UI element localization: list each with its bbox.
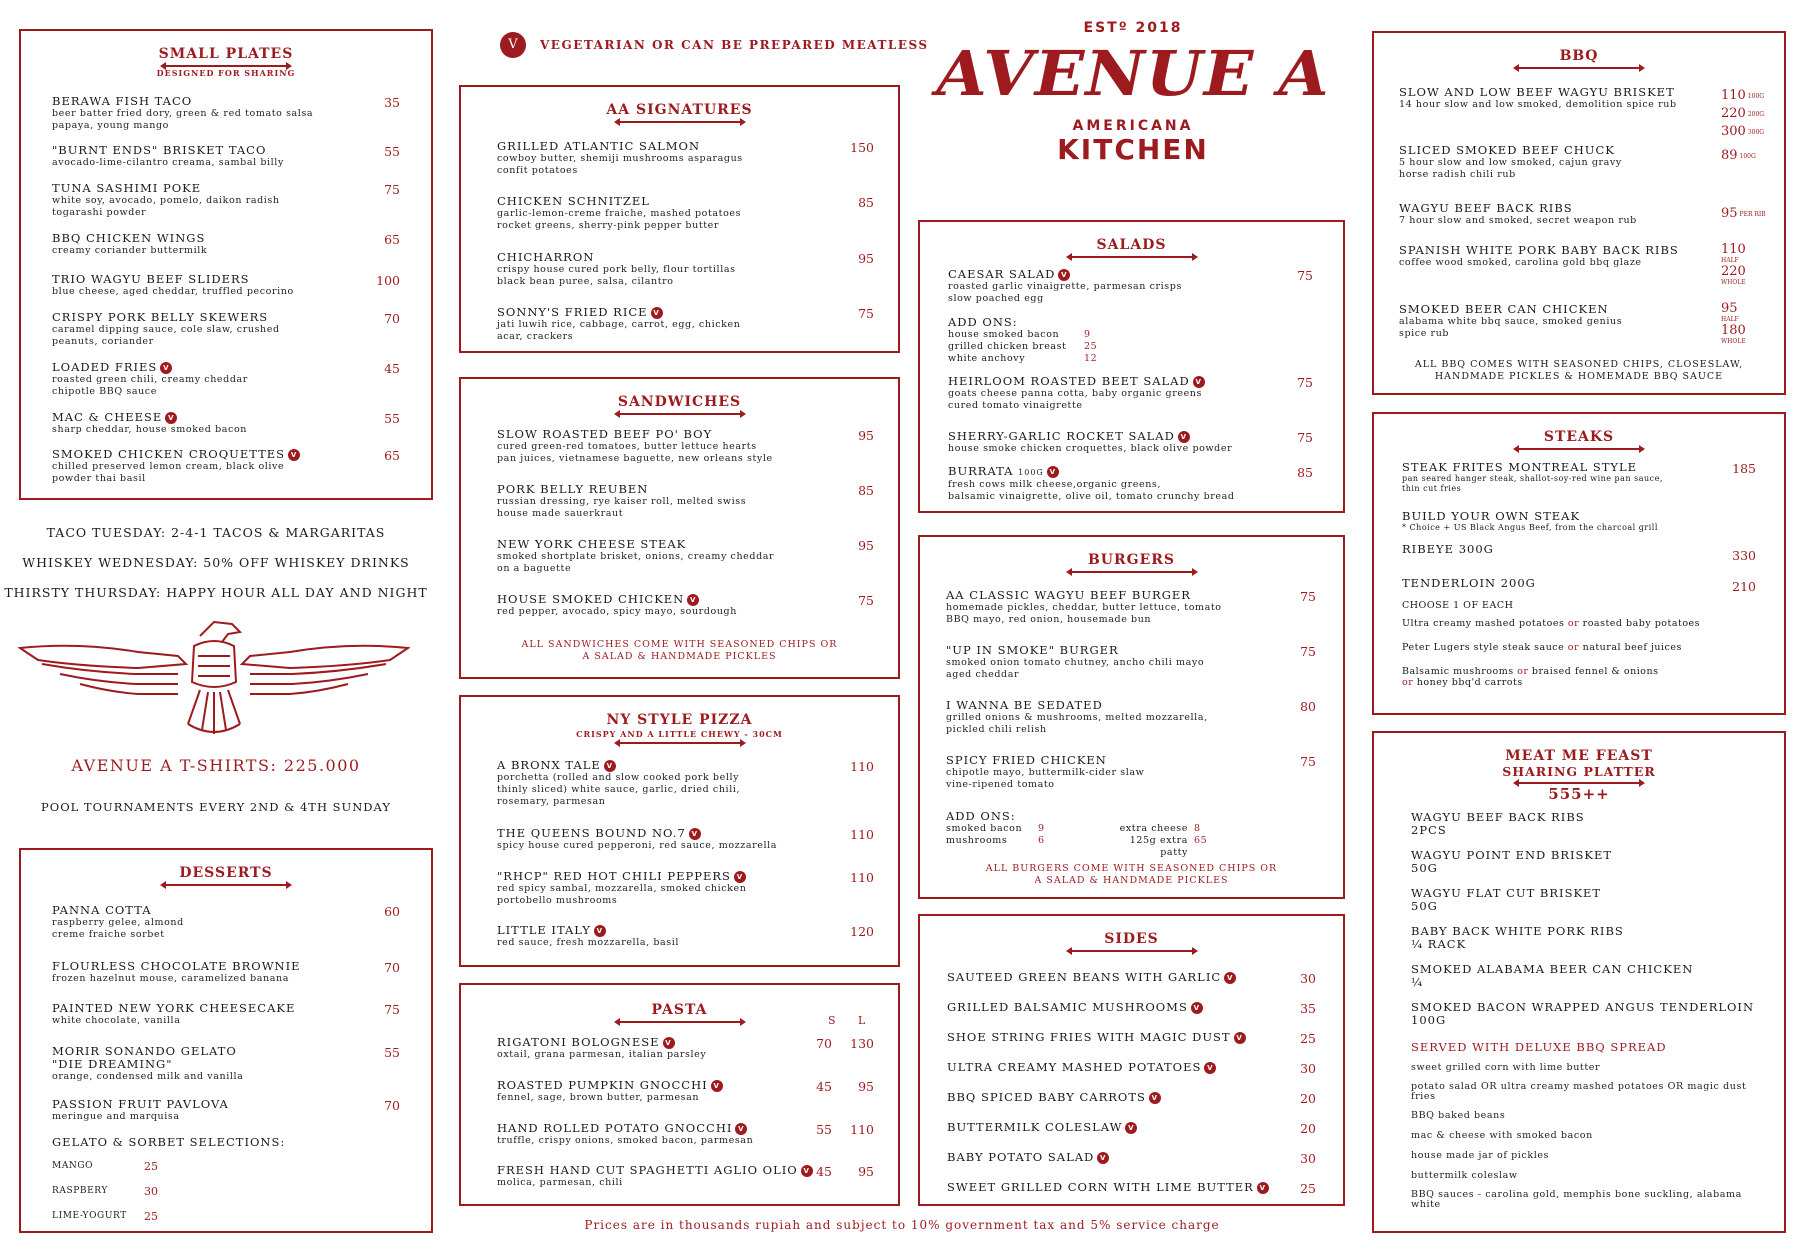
section-title: SMALL PLATES: [158, 46, 294, 62]
menu-item: SHOE STRING FRIES WITH MAGIC DUST V 25: [947, 1030, 1316, 1046]
title-underline: [620, 742, 740, 744]
logo-americana: AMERICANA: [1072, 118, 1194, 134]
section-title: BBQ: [1559, 48, 1599, 64]
desserts-section: [19, 848, 433, 1233]
section-title: SALADS: [1096, 237, 1167, 253]
menu-item: BERAWA FISH TACO beer batter fried dory, green & red tomato salsa papaya, young mango 35: [52, 94, 400, 131]
feast-item: BABY BACK WHITE PORK RIBS ¼ RACK: [1411, 924, 1624, 951]
section-title: SANDWICHES: [617, 394, 742, 410]
vegetarian-icon: V: [651, 307, 663, 319]
vegetarian-icon: V: [1097, 1152, 1109, 1164]
menu-item: "UP IN SMOKE" BURGER smoked onion tomato chutney, ancho chili mayo aged cheddar 75: [946, 643, 1316, 680]
menu-item: HEIRLOOM ROASTED BEET SALAD V goats cheese panna cotta, baby organic greens cured tomato vinaigrette 75: [948, 374, 1313, 411]
pizza-section: [459, 695, 900, 967]
sandwich-note: A SALAD & HANDMADE PICKLES: [582, 651, 777, 662]
gelato-item: RASPBERY 30: [52, 1185, 158, 1198]
feast-item: SMOKED BACON WRAPPED ANGUS TENDERLOIN 100G: [1411, 1000, 1755, 1027]
feast-item: SMOKED ALABAMA BEER CAN CHICKEN ¼: [1411, 962, 1694, 989]
vegetarian-icon: V: [711, 1080, 723, 1092]
vegetarian-icon: V: [1125, 1122, 1137, 1134]
menu-item: TRIO WAGYU BEEF SLIDERS blue cheese, aged cheddar, truffled pecorino 100: [52, 272, 400, 297]
menu-item: RIGATONI BOLOGNESE V oxtail, grana parmesan, italian parsley 70 130: [497, 1035, 874, 1060]
title-underline: [1072, 950, 1192, 952]
menu-item: "RHCP" RED HOT CHILI PEPPERS V red spicy sambal, mozzarella, smoked chicken portobello mushrooms 110: [497, 869, 874, 906]
menu-item: HAND ROLLED POTATO GNOCCHI V truffle, crispy onions, smoked bacon, parmesan 55 110: [497, 1121, 874, 1146]
vegetarian-icon: V: [801, 1165, 813, 1177]
feast-item: WAGYU FLAT CUT BRISKET 50G: [1411, 886, 1602, 913]
menu-item: FLOURLESS CHOCOLATE BROWNIE frozen hazelnut mouse, caramelized banana 70: [52, 959, 400, 984]
menu-item: SPANISH WHITE PORK BABY BACK RIBS coffee wood smoked, carolina gold bbq glaze 110 HALF 220 WHOLE: [1399, 242, 1746, 286]
vegetarian-icon: V: [734, 871, 746, 883]
section-title: PASTA: [651, 1002, 708, 1018]
menu-item: FRESH HAND CUT SPAGHETTI AGLIO OLIO V molica, parmesan, chili 45 95: [497, 1163, 874, 1188]
menu-item: A BRONX TALE V porchetta (rolled and slow cooked pork belly thinly sliced) white sauce, garlic, dried chili, rosemary, parmesan 110: [497, 758, 874, 807]
steak-option-2: Peter Lugers style steak sauce or natural beef juices: [1402, 642, 1682, 653]
vegetarian-icon: V: [1204, 1062, 1216, 1074]
menu-item: BABY POTATO SALAD V 30: [947, 1150, 1316, 1166]
menu-item: CAESAR SALAD V roasted garlic vinaigrette, parmesan crisps slow poached egg 75: [948, 267, 1313, 304]
aa-signatures-section: [459, 85, 900, 353]
vegetarian-icon: V: [1224, 972, 1236, 984]
menu-item: SONNY'S FRIED RICE V jati luwih rice, cabbage, carrot, egg, chicken acar, crackers 75: [497, 305, 874, 342]
menu-item: GRILLED ATLANTIC SALMON cowboy butter, shemiji mushrooms asparagus confit potatoes 150: [497, 139, 874, 176]
menu-item: TENDERLOIN 200G 210: [1402, 576, 1756, 594]
title-underline: [1519, 67, 1639, 69]
menu-item: LOADED FRIES V roasted green chili, creamy cheddar chipotle BBQ sauce 45: [52, 360, 400, 397]
pool-promo: POOL TOURNAMENTS EVERY 2ND & 4TH SUNDAY: [41, 800, 391, 814]
spread-item: mac & cheese with smoked bacon: [1411, 1130, 1593, 1141]
steak-choose: CHOOSE 1 OF EACH: [1402, 600, 1514, 611]
vegetarian-icon: V: [500, 32, 526, 58]
vegetarian-icon: V: [604, 760, 616, 772]
menu-item: PORK BELLY REUBEN russian dressing, rye kaiser roll, melted swiss house made sauerkraut 85: [497, 482, 874, 519]
vegetarian-icon: V: [1149, 1092, 1161, 1104]
menu-item: SMOKED CHICKEN CROQUETTES V chilled preserved lemon cream, black olive powder thai basil 65: [52, 447, 400, 484]
steak-option-1: Ultra creamy mashed potatoes or roasted baby potatoes: [1402, 618, 1701, 629]
price-footer: Prices are in thousands rupiah and subject to 10% government tax and 5% service charge: [584, 1218, 1220, 1232]
feast-item: WAGYU POINT END BRISKET 50G: [1411, 848, 1613, 875]
sandwiches-section: [459, 377, 900, 679]
vegetarian-icon: V: [160, 362, 172, 374]
steaks-section: [1372, 412, 1786, 715]
bbq-note: ALL BBQ COMES WITH SEASONED CHIPS, CLOSESLAW,: [1414, 359, 1744, 370]
spread-item: house made jar of pickles: [1411, 1150, 1550, 1161]
menu-item: LITTLE ITALY V red sauce, fresh mozzarella, basil 120: [497, 923, 874, 948]
sandwich-note: ALL SANDWICHES COME WITH SEASONED CHIPS OR: [521, 639, 838, 650]
menu-item: BUTTERMILK COLESLAW V 20: [947, 1120, 1316, 1136]
section-title: STEAKS: [1543, 429, 1615, 445]
title-underline: [1072, 571, 1192, 573]
gelato-title: GELATO & SORBET SELECTIONS:: [52, 1135, 286, 1149]
section-subtitle: CRISPY AND A LITTLE CHEWY - 30CM: [576, 729, 783, 739]
vegetarian-icon: V: [1058, 269, 1070, 281]
feast-price: 555++: [1548, 785, 1610, 803]
logo: [918, 20, 1348, 166]
menu-item: MAC & CHEESE V sharp cheddar, house smoked bacon 55: [52, 410, 400, 435]
logo-est: ESTº 2018: [1083, 20, 1183, 36]
menu-item: I WANNA BE SEDATED grilled onions & mushrooms, melted mozzarella, pickled chili relish 80: [946, 698, 1316, 735]
meat-me-feast-section: [1372, 731, 1786, 1233]
vegetarian-icon: V: [1178, 431, 1190, 443]
section-title: BURGERS: [1087, 552, 1176, 568]
thunderbird-logo-icon: [18, 612, 410, 740]
menu-item: SMOKED BEER CAN CHICKEN alabama white bbq sauce, smoked genius spice rub 95 HALF 180 WHOLE: [1399, 301, 1746, 345]
title-underline: [620, 121, 740, 123]
menu-item: STEAK FRITES MONTREAL STYLE pan seared hanger steak, shallot-soy-red wine pan sauce, thin cut fries 185: [1402, 460, 1756, 493]
menu-item: THE QUEENS BOUND NO.7 V spicy house cured pepperoni, red sauce, mozzarella 110: [497, 826, 874, 851]
menu-item: ROASTED PUMPKIN GNOCCHI V fennel, sage, brown butter, parmesan 45 95: [497, 1078, 874, 1103]
small-plates-section: [19, 29, 433, 500]
steak-option-3: Balsamic mushrooms or braised fennel & onions or honey bbq'd carrots: [1402, 666, 1659, 688]
menu-item: HOUSE SMOKED CHICKEN V red pepper, avocado, spicy mayo, sourdough 75: [497, 592, 874, 617]
title-underline: [166, 65, 286, 67]
vegetarian-icon: V: [689, 828, 701, 840]
menu-item: "BURNT ENDS" BRISKET TACO avocado-lime-cilantro creama, sambal billy 55: [52, 143, 400, 168]
tshirts-promo: AVENUE A T-SHIRTS: 225.000: [71, 756, 361, 775]
spread-item: BBQ sauces - carolina gold, memphis bone suckling, alabama white: [1411, 1189, 1742, 1210]
menu-item: WAGYU BEEF BACK RIBS 7 hour slow and smoked, secret weapon rub 95 PER RIB: [1399, 201, 1766, 226]
salad-addons: ADD ONS: house smoked bacon 9 grilled chicken breast 25 white anchovy 12: [948, 315, 1098, 364]
menu-item: CRISPY PORK BELLY SKEWERS caramel dipping sauce, cole slaw, crushed peanuts, coriander 70: [52, 310, 400, 347]
vegetarian-icon: V: [1191, 1002, 1203, 1014]
menu-item: SPICY FRIED CHICKEN chipotle mayo, buttermilk-cider slaw vine-ripened tomato 75: [946, 753, 1316, 790]
section-title: SIDES: [1104, 931, 1159, 947]
whiskey-wednesday-promo: WHISKEY WEDNESDAY: 50% OFF WHISKEY DRINKS: [22, 555, 410, 570]
vegetarian-icon: V: [735, 1123, 747, 1135]
section-title: MEAT ME FEAST: [1505, 748, 1653, 764]
gelato-item: LIME-YOGURT 25: [52, 1210, 158, 1223]
logo-name: AVENUE A: [936, 37, 1330, 110]
section-title: AA SIGNATURES: [606, 102, 753, 118]
menu-item: PANNA COTTA raspberry gelee, almond creme fraiche sorbet 60: [52, 903, 400, 940]
vegetarian-icon: V: [663, 1037, 675, 1049]
pasta-col-l: L: [858, 1014, 866, 1027]
menu-item: PAINTED NEW YORK CHEESECAKE white chocolate, vanilla 75: [52, 1001, 400, 1026]
menu-item: CHICHARRON crispy house cured pork belly, flour tortillas black bean puree, salsa, cilantro 95: [497, 250, 874, 287]
sides-section: [918, 914, 1345, 1206]
vegetarian-icon: V: [594, 925, 606, 937]
menu-item: GRILLED BALSAMIC MUSHROOMS V 35: [947, 1000, 1316, 1016]
menu-item: SAUTEED GREEN BEANS WITH GARLIC V 30: [947, 970, 1316, 986]
spread-item: buttermilk coleslaw: [1411, 1170, 1518, 1181]
salads-section: [918, 220, 1345, 513]
bbq-note: HANDMADE PICKLES & HOMEMADE BBQ SAUCE: [1434, 371, 1724, 382]
section-subtitle: DESIGNED FOR SHARING: [156, 68, 296, 78]
menu-item: SLOW AND LOW BEEF WAGYU BRISKET 14 hour slow and low smoked, demolition spice rub 110 100G 220 200G 300 300G: [1399, 85, 1765, 139]
gelato-list: [52, 1160, 252, 1235]
title-underline: [620, 413, 740, 415]
vegetarian-legend: V VEGETARIAN OR CAN BE PREPARED MEATLESS: [500, 32, 929, 58]
menu-item: BURRATA 100G V fresh cows milk cheese,organic greens, balsamic vinaigrette, olive oil, tomato crunchy bread 85: [948, 464, 1313, 502]
logo-kitchen: KITCHEN: [1057, 133, 1209, 166]
vegetarian-icon: V: [1193, 376, 1205, 388]
bbq-section: [1372, 31, 1786, 395]
menu-item: TUNA SASHIMI POKE white soy, avocado, pomelo, daikon radish togarashi powder 75: [52, 181, 400, 218]
taco-tuesday-promo: TACO TUESDAY: 2-4-1 TACOS & MARGARITAS: [46, 525, 386, 540]
spread-item: sweet grilled corn with lime butter: [1411, 1062, 1601, 1073]
spread-title: SERVED WITH DELUXE BBQ SPREAD: [1411, 1040, 1667, 1054]
pasta-section: [459, 983, 900, 1206]
gelato-item: MANGO 25: [52, 1160, 158, 1173]
menu-item: RIBEYE 300G 330: [1402, 542, 1756, 563]
thirsty-thursday-promo: THIRSTY THURSDAY: HAPPY HOUR ALL DAY AND NIGHT: [4, 585, 428, 600]
vegetarian-icon: V: [687, 594, 699, 606]
menu-item: BUILD YOUR OWN STEAK * Choice + US Black Angus Beef, from the charcoal grill: [1402, 509, 1658, 532]
vegetarian-icon: V: [288, 449, 300, 461]
menu-item: SHERRY-GARLIC ROCKET SALAD V house smoke chicken croquettes, black olive powder 75: [948, 429, 1313, 454]
spread-item: BBQ baked beans: [1411, 1110, 1506, 1121]
section-subtitle: SHARING PLATTER: [1502, 764, 1656, 779]
menu-item: NEW YORK CHEESE STEAK smoked shortplate brisket, onions, creamy cheddar on a baguette 95: [497, 537, 874, 574]
title-underline: [1519, 782, 1639, 784]
pasta-col-s: S: [828, 1014, 836, 1027]
vegetarian-icon: V: [1257, 1182, 1269, 1194]
burger-note: ALL BURGERS COME WITH SEASONED CHIPS OR: [985, 863, 1278, 874]
spread-item: potato salad OR ultra creamy mashed potatoes OR magic dust fries: [1411, 1081, 1747, 1102]
feast-item: WAGYU BEEF BACK RIBS 2PCS: [1411, 810, 1585, 837]
title-underline: [1072, 256, 1192, 258]
burger-addons: ADD ONS: smoked bacon 9 extra cheese 8 mushrooms 6 125g extra patty 65: [946, 809, 1208, 858]
menu-item: SWEET GRILLED CORN WITH LIME BUTTER V 25: [947, 1180, 1316, 1196]
burgers-section: [918, 535, 1345, 899]
menu-item: PASSION FRUIT PAVLOVA meringue and marquisa 70: [52, 1097, 400, 1122]
title-underline: [166, 884, 286, 886]
section-title: DESSERTS: [179, 865, 273, 881]
vegetarian-icon: V: [165, 412, 177, 424]
menu-item: SLICED SMOKED BEEF CHUCK 5 hour slow and low smoked, cajun gravy horse radish chili rub 89 100G: [1399, 143, 1756, 180]
menu-item: BBQ CHICKEN WINGS creamy coriander buttermilk 65: [52, 231, 400, 256]
menu-item: CHICKEN SCHNITZEL garlic-lemon-creme fraiche, mashed potatoes rocket greens, sherry-pink pepper butter 85: [497, 194, 874, 231]
menu-item: MORIR SONANDO GELATO "DIE DREAMING" orange, condensed milk and vanilla 55: [52, 1044, 400, 1082]
burger-note: A SALAD & HANDMADE PICKLES: [1034, 875, 1229, 886]
menu-item: ULTRA CREAMY MASHED POTATOES V 30: [947, 1060, 1316, 1076]
title-underline: [620, 1021, 740, 1023]
menu-item: SLOW ROASTED BEEF PO' BOY cured green-red tomatoes, butter lettuce hearts pan juices, vietnamese baguette, new orleans style 95: [497, 427, 874, 464]
vegetarian-icon: V: [1047, 466, 1059, 478]
menu-item: BBQ SPICED BABY CARROTS V 20: [947, 1090, 1316, 1106]
section-title: NY STYLE PIZZA: [606, 712, 753, 728]
menu-item: AA CLASSIC WAGYU BEEF BURGER homemade pickles, cheddar, butter lettuce, tomato BBQ mayo, red onion, housemade bun 75: [946, 588, 1316, 625]
vegetarian-icon: V: [1234, 1032, 1246, 1044]
title-underline: [1519, 448, 1639, 450]
